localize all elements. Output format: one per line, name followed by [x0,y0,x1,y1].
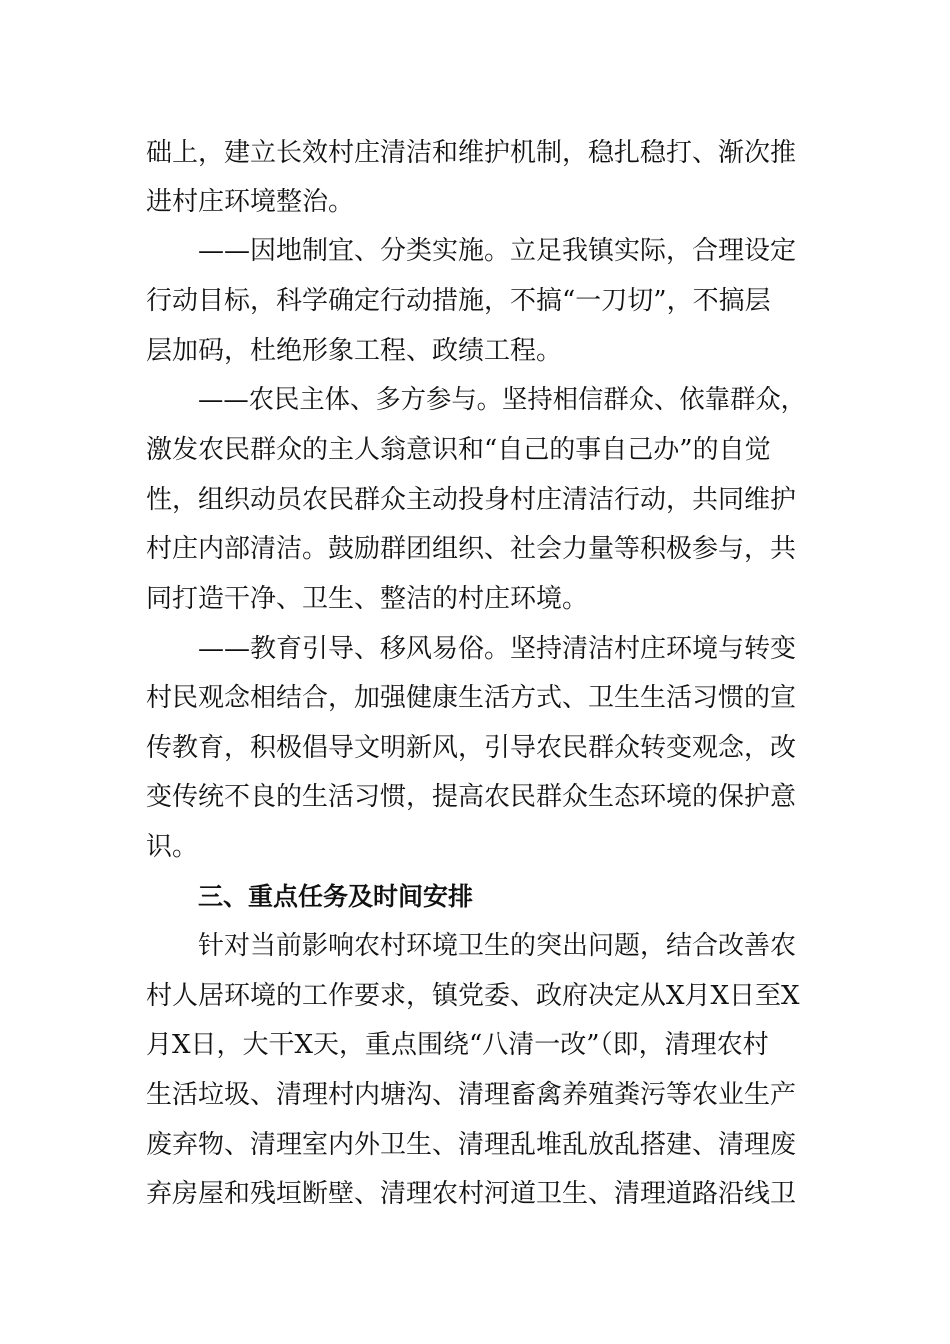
text-line: 月X日，大干X天，重点围绕“八清一改”（即，清理农村 [146,1030,769,1060]
text-line: 废弃物、清理室内外卫生、清理乱堆乱放乱搭建、清理废 [146,1130,797,1160]
text-line: 针对当前影响农村环境卫生的突出问题，结合改善农 [198,931,797,961]
text-line: 村庄内部清洁。鼓励群团组织、社会力量等积极参与，共 [146,534,797,564]
text-line: 生活垃圾、清理村内塘沟、清理畜禽养殖粪污等农业生产 [146,1080,797,1110]
text-line: ——因地制宜、分类实施。立足我镇实际，合理设定 [198,236,797,266]
text-line: 识。 [146,832,199,862]
text-line: 行动目标，科学确定行动措施，不搞“一刀切”，不搞层 [146,286,771,316]
text-line: 弃房屋和残垣断壁、清理农村河道卫生、清理道路沿线卫 [146,1179,797,1209]
text-line: 础上，建立长效村庄清洁和维护机制，稳扎稳打、渐次推 [146,138,797,168]
text-line: 传教育，积极倡导文明新风，引导农民群众转变观念，改 [146,733,797,763]
text-line: 性，组织动员农民群众主动投身村庄清洁行动，共同维护 [146,485,797,515]
text-line: 同打造干净、卫生、整洁的村庄环境。 [146,584,589,614]
text-line: 激发农民群众的主人翁意识和“自己的事自己办”的自觉 [146,435,771,465]
section-heading: 三、重点任务及时间安排 [198,882,474,911]
text-line: 变传统不良的生活习惯，提高农民群众生态环境的保护意 [146,782,797,812]
text-line: ——农民主体、多方参与。坚持相信群众、依靠群众， [198,385,807,415]
text-line: 村民观念相结合，加强健康生活方式、卫生生活习惯的宣 [146,683,797,713]
text-line: 层加码，杜绝形象工程、政绩工程。 [146,336,563,366]
text-line: 进村庄环境整治。 [146,187,355,217]
text-line: ——教育引导、移风易俗。坚持清洁村庄环境与转变 [198,634,797,664]
text-line: 村人居环境的工作要求，镇党委、政府决定从X月X日至X [146,981,800,1011]
